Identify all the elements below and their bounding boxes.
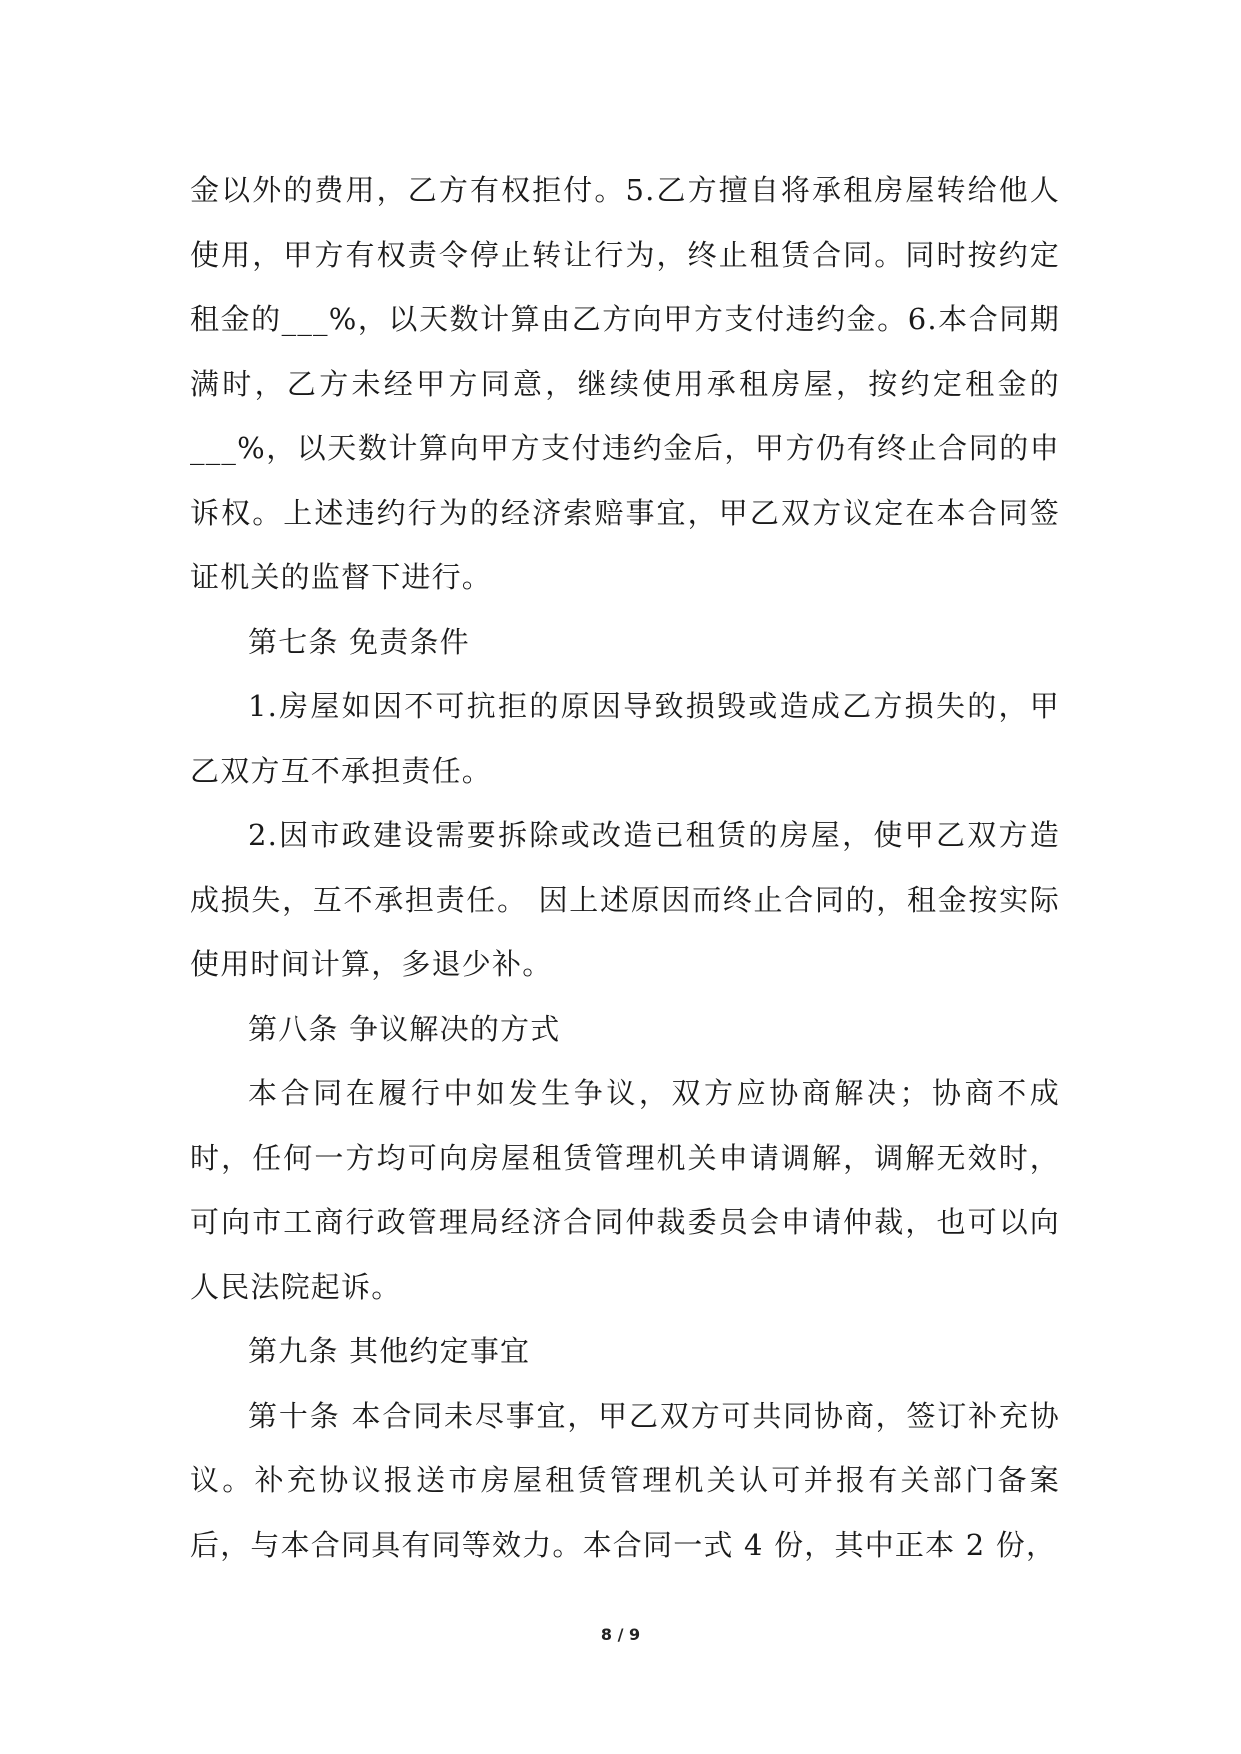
heading-article-8: 第八条 争议解决的方式 [248, 1011, 561, 1046]
page-number: 8 / 9 [600, 1625, 641, 1644]
heading-article-9: 第九条 其他约定事宜 [248, 1334, 531, 1368]
paragraph-force-majeure: 1.房屋如因不可抗拒的原因导致损毁或造成乙方损失的，甲乙双方互不承担责任。 [190, 689, 1060, 788]
paragraph-dispute-resolution: 本合同在履行中如发生争议，双方应协商解决；协商不成时，任何一方均可向房屋租赁管理机关申请调解，调解无效时，可向市工商行政管理局经济合同仲裁委员会申请仲裁，也可以向人民法院起诉。 [190, 1076, 1060, 1304]
paragraph-municipal-demolition: 2.因市政建设需要拆除或改造已租赁的房屋，使甲乙双方造成损失，互不承担责任。 因上述原因而终止合同的，租金按实际使用时间计算，多退少补。 [190, 818, 1060, 981]
paragraph-breach-clauses: 金以外的费用，乙方有权拒付。5.乙方擅自将承租房屋转给他人使用，甲方有权责令停止转让行为，终止租赁合同。同时按约定租金的___%，以天数计算由乙方向甲方支付违约金。6.本合同期满时，乙方未经甲方同意，继续使用承租房屋，按约定租金的___%，以天数计算向甲方支付违约金后，甲方仍有终止合同的申诉权。上述违约行为的经济索赔事宜，甲乙双方议定在本合同签证机关的监督下进行。 [190, 173, 1060, 594]
heading-article-7: 第七条 免责条件 [248, 624, 470, 659]
paragraph-article-10: 第十条 本合同未尽事宜，甲乙双方可共同协商，签订补充协议。补充协议报送市房屋租赁管理机关认可并报有关部门备案后，与本合同具有同等效力。本合同一式 4 份，其中正本 2 份， [190, 1398, 1060, 1562]
document-body [190, 158, 1060, 1577]
